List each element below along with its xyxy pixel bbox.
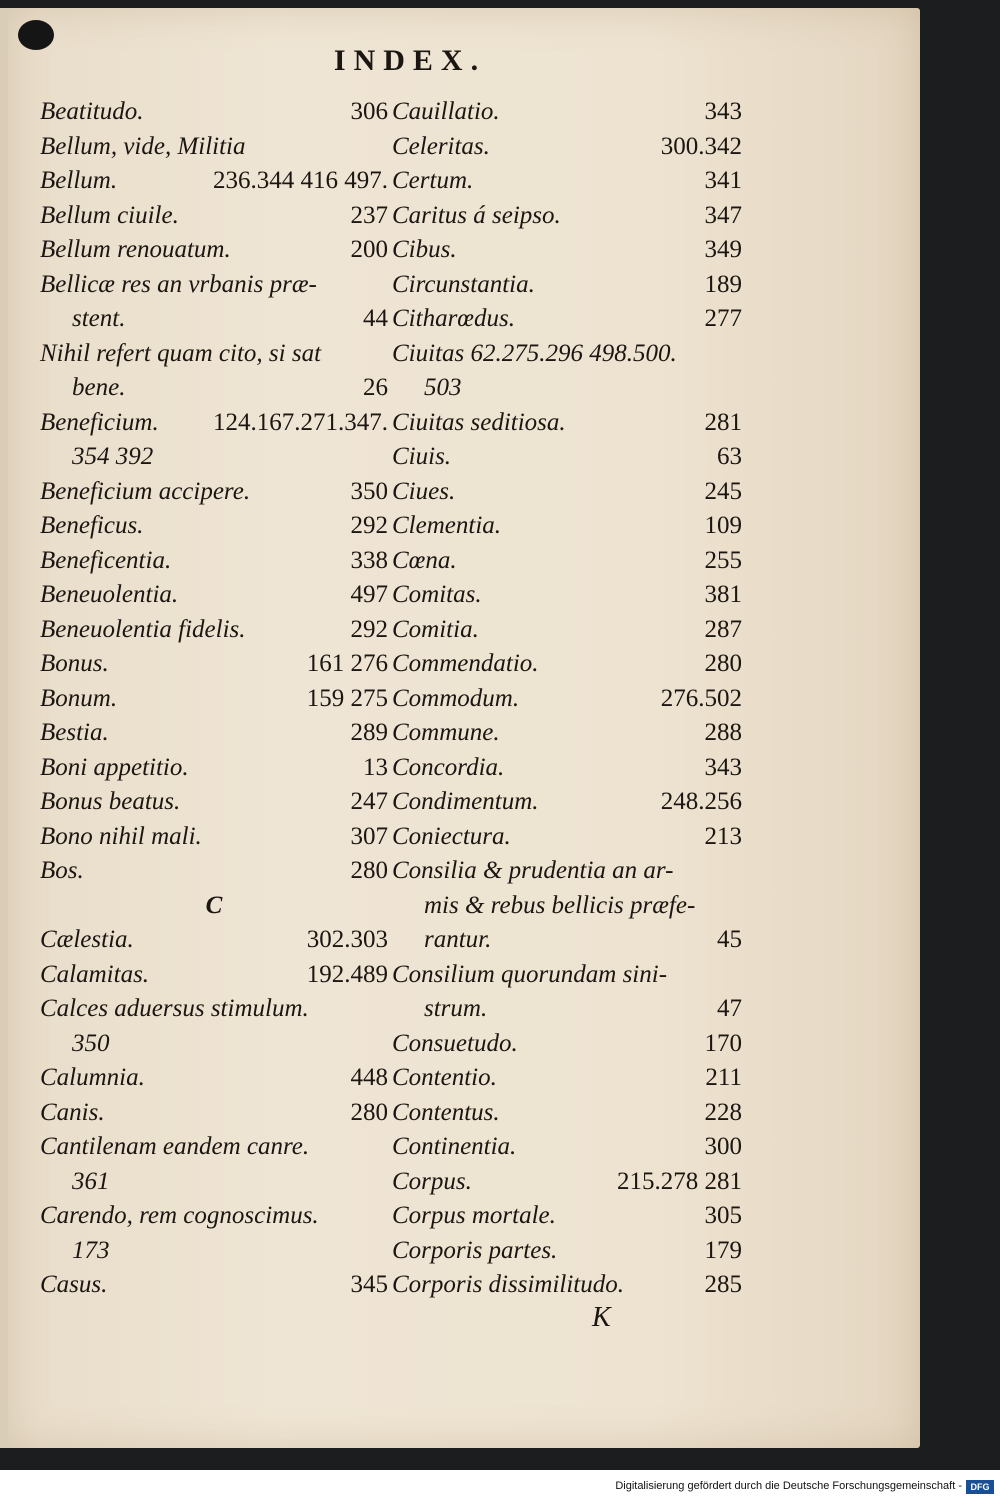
entry-term: rantur. [424,926,492,953]
entry-pages: 236.344 416 497. [213,167,388,194]
dfg-logo: DFG [966,1480,994,1494]
entry-term: Corporis partes. [392,1236,558,1264]
entry-term: Bestia. [40,719,109,746]
entry-term: Bellum, vide, Militia [40,132,246,160]
entry-term: Corporis dissimilitudo. [392,1271,624,1298]
entry-pages: 497 [350,581,388,608]
index-entry [392,992,742,1027]
entry-term: strum. [424,995,488,1022]
index-entry [392,785,742,820]
entry-term: 361 [72,1167,110,1195]
entry-pages: 237 [350,201,388,229]
entry-pages: 306 [350,98,388,125]
entry-term: Nihil refert quam cito, si sat [40,339,322,367]
index-entry [392,578,742,613]
entry-term: Cibus. [392,236,457,263]
entry-pages: 247 [350,788,388,815]
entry-term: Cauillatio. [392,98,500,125]
entry-term: Calces aduersus stimulum. [40,995,309,1022]
entry-pages: 245 [704,477,742,505]
entry-pages: 26 [363,374,388,401]
footer-bar [0,1477,1000,1498]
index-entry [392,889,742,924]
index-entry [40,785,388,820]
index-entry [40,199,388,234]
index-entry [40,923,388,958]
entry-term: Contentio. [392,1064,497,1091]
entry-term: Carendo, rem cognoscimus. [40,1202,319,1229]
entry-pages: 192.489 [306,960,388,988]
entry-pages: 345 [350,1271,388,1298]
index-entry [40,578,388,613]
index-entry [392,1165,742,1200]
entry-term: Canis. [40,1098,105,1126]
entry-term: Beneficium accipere. [40,477,251,505]
entry-pages: 288 [704,719,742,746]
entry-term: Commune. [392,719,500,746]
entry-pages: 159 275 [306,684,388,712]
entry-term: Boni appetitio. [40,753,189,781]
index-entry [392,164,742,199]
entry-term: Cœna. [392,546,457,574]
entry-pages: 45 [717,926,742,953]
index-entry [40,958,388,993]
index-entry [40,302,388,337]
index-entry [40,854,388,889]
entry-term: Bono nihil mali. [40,822,202,850]
entry-pages: 349 [704,236,742,263]
index-entry [40,820,388,855]
entry-pages: 124.167.271.347. [213,408,388,436]
entry-pages: 302.303 [306,926,388,953]
entry-pages: 13 [363,753,388,781]
index-entry [40,1130,388,1165]
index-entry [40,1199,388,1234]
index-entry [392,682,742,717]
entry-pages: 109 [704,512,742,539]
entry-pages: 280 [350,857,388,884]
entry-term: Beneuolentia. [40,581,179,608]
index-entry [392,268,742,303]
entry-term: Condimentum. [392,788,539,815]
entry-term: Beneficium. [40,408,159,436]
entry-pages: 280 [704,650,742,677]
index-entry [392,233,742,268]
index-entry [40,406,388,441]
entry-term: Citharœdus. [392,305,515,332]
entry-pages: 189 [704,270,742,298]
entry-term: Beatitudo. [40,98,144,125]
entry-pages: 161 276 [306,650,388,677]
index-entry [40,992,388,1027]
index-entry [40,509,388,544]
entry-term: Bellum renouatum. [40,236,231,263]
entry-pages: 200 [350,236,388,263]
entry-pages: 448 [350,1064,388,1091]
index-entry [392,130,742,165]
entry-term: Commendatio. [392,650,539,677]
entry-pages: 280 [350,1098,388,1126]
entry-term: Corpus mortale. [392,1202,556,1229]
index-entry [40,682,388,717]
entry-pages: 343 [704,753,742,781]
entry-term: Ciues. [392,477,456,505]
entry-term: Contentus. [392,1098,500,1126]
entry-term: Certum. [392,167,474,194]
entry-term: Ciuitas seditiosa. [392,408,566,436]
entry-pages: 289 [350,719,388,746]
index-entry [392,337,742,372]
entry-term: 503 [424,374,462,401]
index-entry [392,544,742,579]
index-entry [40,130,388,165]
index-entry [40,1096,388,1131]
entry-pages: 248.256 [660,788,742,815]
entry-term: bene. [72,374,126,401]
index-entry [40,440,388,475]
page-title: INDEX. [333,44,487,77]
entry-term: Bonus. [40,650,109,677]
footer-text: Digitalisierung gefördert durch die Deutsche Forschungsgemeinschaft - [615,1480,962,1492]
entry-pages: 381 [704,581,742,608]
entry-term: Bellicæ res an vrbanis præ- [40,270,317,298]
entry-term: Calamitas. [40,960,150,988]
entry-term: Bos. [40,857,84,884]
entry-pages: 276.502 [660,684,742,712]
entry-term: Comitas. [392,581,482,608]
entry-pages: 292 [350,512,388,539]
entry-term: Continentia. [392,1133,517,1160]
index-entry [392,475,742,510]
entry-pages: 300.342 [660,132,742,160]
index-entry [392,716,742,751]
entry-pages: 307 [350,822,388,850]
entry-pages: 277 [704,305,742,332]
index-entry [40,647,388,682]
entry-pages: 213 [704,822,742,850]
entry-pages: 228 [704,1098,742,1126]
entry-term: mis & rebus bellicis præfe- [424,891,696,919]
index-entry [392,1027,742,1062]
entry-term: Ciuitas 62.275.296 498.500. [392,339,677,367]
entry-term: Circunstantia. [392,270,535,298]
index-entry [392,406,742,441]
index-entry [392,509,742,544]
entry-term: Caritus á seipso. [392,201,561,229]
entry-term: Consuetudo. [392,1029,518,1057]
index-entry [40,1027,388,1062]
index-entry [392,371,742,406]
entry-term: Bellum. [40,167,118,194]
entry-pages: 285 [704,1271,742,1298]
entry-term: Cantilenam eandem canre. [40,1133,310,1160]
index-entry [392,95,742,130]
entry-pages: 47 [717,995,742,1022]
index-entry [392,1199,742,1234]
entry-term: Consilium quorundam sini- [392,960,668,988]
entry-term: Beneficus. [40,512,144,539]
index-entry [40,889,388,924]
index-entry [40,544,388,579]
entry-pages: 215.278 281 [617,1167,742,1195]
index-entry [40,1234,388,1269]
index-entry [392,1268,742,1303]
entry-pages: 347 [704,201,742,229]
index-entry [40,613,388,648]
entry-pages: 179 [704,1236,742,1264]
entry-term: Coniectura. [392,822,511,850]
entry-pages: 281 [704,408,742,436]
entry-pages: 211 [705,1064,742,1091]
entry-term: C [205,891,223,919]
index-entry [40,268,388,303]
entry-term: Celeritas. [392,132,490,160]
entry-term: 354 392 [72,443,154,470]
entry-term: 350 [72,1029,110,1057]
entry-pages: 350 [350,477,388,505]
entry-pages: 338 [350,546,388,574]
index-entry [40,337,388,372]
entry-pages: 341 [704,167,742,194]
index-entry [392,1130,742,1165]
index-entry [40,1061,388,1096]
entry-term: Calumnia. [40,1064,145,1091]
index-entry [392,1061,742,1096]
index-entry [392,923,742,958]
index-entry [40,1268,388,1303]
entry-pages: 300 [704,1133,742,1160]
entry-pages: 63 [717,443,742,470]
entry-pages: 292 [350,615,388,643]
entry-term: 173 [72,1236,110,1264]
index-entry [392,1234,742,1269]
entry-pages: 255 [704,546,742,574]
entry-term: Consilia & prudentia an ar- [392,857,674,884]
entry-pages: 305 [704,1202,742,1229]
index-entry [392,613,742,648]
index-entry [392,440,742,475]
entry-term: Beneuolentia fidelis. [40,615,246,643]
entry-term: Comitia. [392,615,479,643]
index-entry [40,164,388,199]
entry-term: stent. [72,305,126,332]
entry-term: Ciuis. [392,443,452,470]
index-entry [40,751,388,786]
index-entry [40,475,388,510]
entry-term: Clementia. [392,512,502,539]
entry-pages: 44 [363,305,388,332]
entry-term: Cælestia. [40,926,134,953]
index-entry [40,233,388,268]
index-entry [392,820,742,855]
entry-term: Commodum. [392,684,520,712]
entry-pages: 343 [704,98,742,125]
right-column [392,95,742,1303]
catchword: K [592,1302,611,1333]
index-entry [392,199,742,234]
entry-term: Bonum. [40,684,118,712]
index-entry [392,751,742,786]
entry-term: Casus. [40,1271,108,1298]
entry-pages: 170 [704,1029,742,1057]
index-entry [40,371,388,406]
entry-term: Corpus. [392,1167,472,1195]
index-entry [392,647,742,682]
entry-term: Concordia. [392,753,505,781]
index-entry [40,95,388,130]
entry-term: Bonus beatus. [40,788,181,815]
index-entry [392,958,742,993]
entry-term: Bellum ciuile. [40,201,179,229]
index-entry [392,302,742,337]
index-entry [40,716,388,751]
entry-term: Beneficentia. [40,546,172,574]
index-entry [40,1165,388,1200]
entry-pages: 287 [704,615,742,643]
index-entry [392,854,742,889]
index-entry [392,1096,742,1131]
left-column [40,95,388,1303]
